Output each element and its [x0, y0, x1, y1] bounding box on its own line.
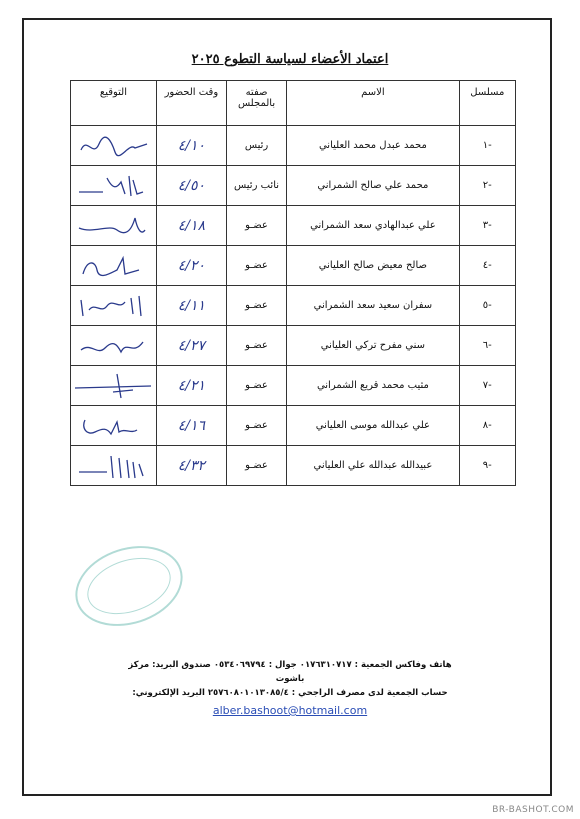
signature-cell	[71, 406, 157, 446]
signature-cell	[71, 366, 157, 406]
name-cell: صالح معيض صالح العلياني	[287, 246, 459, 286]
signature-image	[73, 330, 153, 362]
capacity-cell: عضـو	[226, 406, 286, 446]
header-serial: مسلسل	[459, 81, 515, 126]
signature-cell	[71, 286, 157, 326]
serial-cell: -١	[459, 126, 515, 166]
table-row	[71, 446, 516, 486]
time-cell: ٤/١٦	[156, 406, 226, 446]
signature-cell	[71, 446, 157, 486]
time-cell: ٤/١٨	[156, 206, 226, 246]
name-cell: علي عبدالهادي سعد الشمراني	[287, 206, 459, 246]
table-row	[71, 166, 516, 206]
time-cell: ٤/٣٢	[156, 446, 226, 486]
signature-image	[73, 290, 153, 322]
capacity-cell: نائب رئيس	[226, 166, 286, 206]
name-cell: عبيدالله عبدالله علي العلياني	[287, 446, 459, 486]
header-capacity: صفته بالمجلس	[226, 81, 286, 126]
footer-bank-line: حساب الجمعية لدى مصرف الراجحي : ٢٥٧٦٠٨٠١٠١٣٠٨٥/٤ البريد الإلكتروني:	[132, 688, 448, 698]
table-row	[71, 286, 516, 326]
header-time: وقت الحضور	[156, 81, 226, 126]
footer-email-link[interactable]: alber.bashoot@hotmail.com	[212, 704, 368, 717]
signature-image	[73, 410, 153, 442]
members-body	[71, 126, 516, 486]
capacity-cell: عضـو	[226, 366, 286, 406]
signature-image	[73, 210, 153, 242]
time-cell: ٤/٢٠	[156, 246, 226, 286]
serial-cell: -٩	[459, 446, 515, 486]
capacity-cell: عضـو	[226, 206, 286, 246]
time-cell: ٤/١٠	[156, 126, 226, 166]
signature-image	[73, 170, 153, 202]
signature-cell	[71, 126, 157, 166]
capacity-cell: عضـو	[226, 326, 286, 366]
table-row	[71, 326, 516, 366]
members-table	[70, 80, 516, 486]
signature-image	[73, 450, 153, 482]
signature-cell	[71, 166, 157, 206]
footer	[120, 658, 460, 718]
serial-cell: -٥	[459, 286, 515, 326]
serial-cell: -٢	[459, 166, 515, 206]
signature-image	[73, 130, 153, 162]
serial-cell: -٧	[459, 366, 515, 406]
name-cell: سني مفرح تركي العلياني	[287, 326, 459, 366]
signature-cell	[71, 206, 157, 246]
table-row	[71, 406, 516, 446]
capacity-cell: عضـو	[226, 446, 286, 486]
capacity-cell: عضـو	[226, 286, 286, 326]
signature-cell	[71, 326, 157, 366]
document-title: اعتماد الأعضاء لسياسة التطوع ٢٠٢٥	[191, 52, 389, 67]
serial-cell: -٨	[459, 406, 515, 446]
name-cell: محمد علي صالح الشمراني	[287, 166, 459, 206]
table-row	[71, 366, 516, 406]
site-watermark: BR-BASHOT.COM	[492, 805, 574, 815]
table-row	[71, 246, 516, 286]
serial-cell: -٤	[459, 246, 515, 286]
time-cell: ٤/١١	[156, 286, 226, 326]
time-cell: ٤/٢١	[156, 366, 226, 406]
footer-contact-line: هاتف وفاكس الجمعية : ٠١٧٦٣١٠٧١٧ جوال : ٠٥٣٤٠٦٩٧٩٤ صندوق البريد: مركز باشوت	[128, 660, 452, 684]
signature-image	[73, 370, 153, 402]
signature-cell	[71, 246, 157, 286]
table-header-row	[71, 81, 516, 126]
header-name: الاسم	[287, 81, 459, 126]
name-cell: مثيب محمد قريع الشمراني	[287, 366, 459, 406]
serial-cell: -٦	[459, 326, 515, 366]
time-cell: ٤/٥٠	[156, 166, 226, 206]
name-cell: محمد عبدل محمد العلياني	[287, 126, 459, 166]
signature-image	[73, 250, 153, 282]
name-cell: سفران سعيد سعد الشمراني	[287, 286, 459, 326]
time-cell: ٤/٢٧	[156, 326, 226, 366]
table-row	[71, 206, 516, 246]
serial-cell: -٣	[459, 206, 515, 246]
header-signature: التوقيع	[71, 81, 157, 126]
capacity-cell: رئيس	[226, 126, 286, 166]
table-row	[71, 126, 516, 166]
capacity-cell: عضـو	[226, 246, 286, 286]
name-cell: علي عبدالله موسى العلياني	[287, 406, 459, 446]
